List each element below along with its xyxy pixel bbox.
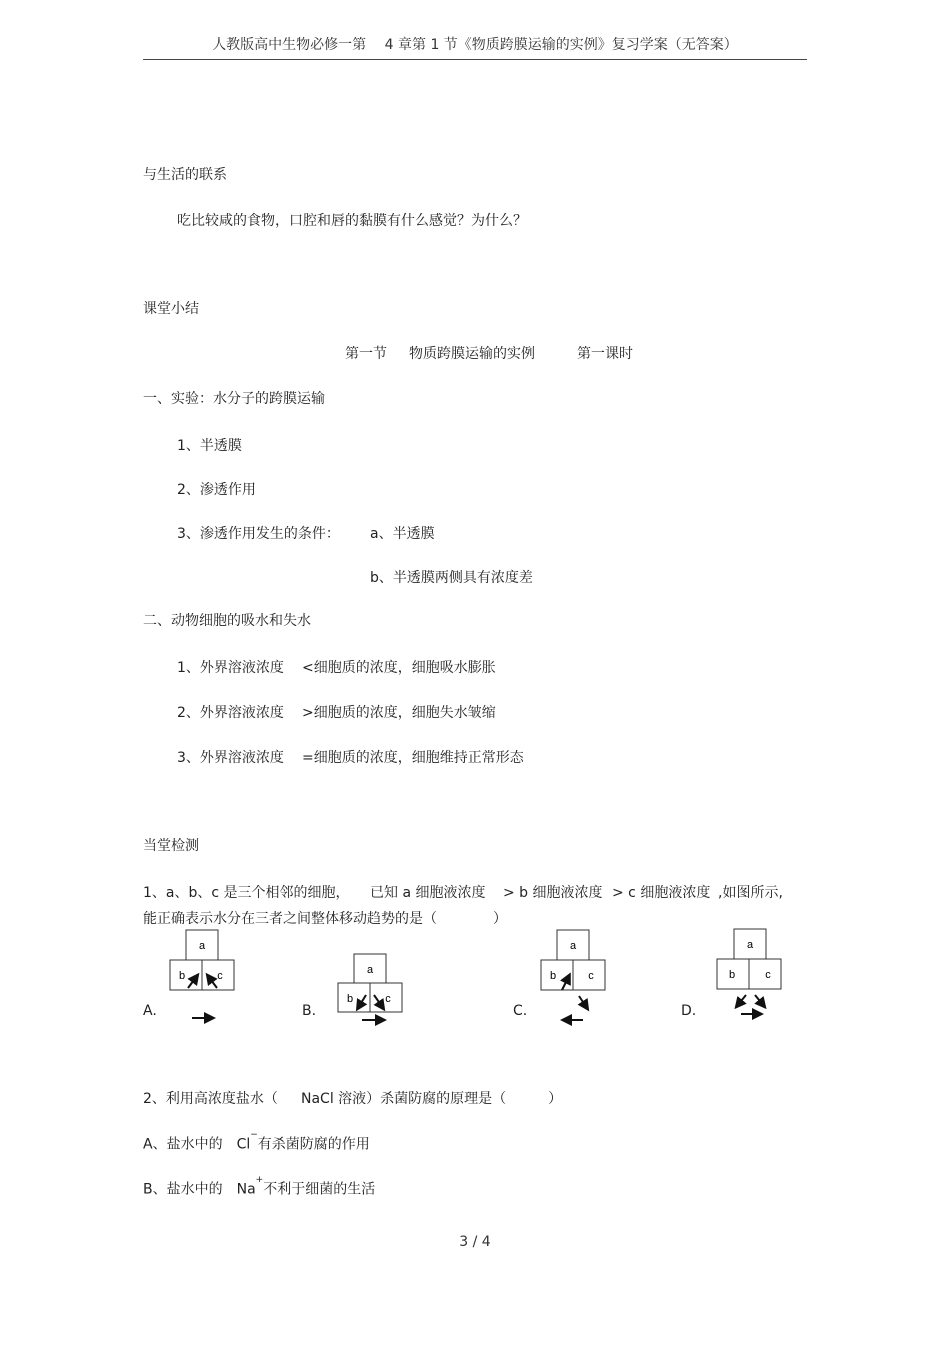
part2-heading: 二、动物细胞的吸水和失水	[143, 613, 311, 629]
summary-title-lesson: 第一课时	[577, 346, 633, 362]
q2-part2: NaCl 溶液）杀菌防腐的原理是（ ）	[301, 1091, 563, 1107]
q2-option-a-suffix: 有杀菌防腐的作用	[257, 1136, 370, 1153]
q2-option-b-prefix: B、盐水中的	[143, 1181, 223, 1198]
cell-c-label: c	[385, 993, 391, 1005]
page-number: 3 / 4	[459, 1234, 491, 1250]
cell-b	[170, 960, 202, 990]
part2-item1-b: <细胞质的浓度，细胞吸水膨胀	[302, 660, 496, 676]
cell-b	[541, 960, 573, 990]
q1-diagram-c	[531, 926, 621, 1026]
header-rule	[143, 59, 807, 60]
cell-c-label: c	[217, 970, 223, 982]
arrow-a-to-c	[579, 996, 587, 1008]
cell-a-label: a	[746, 939, 754, 951]
q2-part1: 2、利用高浓度盐水（	[143, 1091, 278, 1107]
q1-diagram-a	[160, 926, 250, 1026]
q2-option-a-ion: Cl	[236, 1136, 251, 1153]
q1-part5: ,如图所示,	[718, 885, 783, 901]
cell-a-label: a	[198, 940, 206, 952]
cell-b-label: b	[728, 969, 736, 981]
q2-option-a-charge: −	[250, 1130, 258, 1140]
q2-option-b[interactable]	[143, 1175, 376, 1198]
test-heading: 当堂检测	[143, 838, 199, 854]
cell-b-label: b	[549, 970, 557, 982]
life-question: 吃比较咸的食物，口腔和唇的黏膜有什么感觉？为什么？	[177, 213, 527, 229]
q1-option-b[interactable]: B.	[302, 1003, 317, 1019]
q1-option-c[interactable]: C.	[513, 1003, 528, 1019]
q1-part1: 1、a、b、c 是三个相邻的细胞，	[143, 885, 350, 901]
part1-heading: 一、实验：水分子的跨膜运输	[143, 391, 325, 407]
arrow-a-to-c	[755, 995, 764, 1006]
q2-option-b-suffix: 不利于细菌的生活	[263, 1181, 376, 1198]
cell-a-label: a	[569, 940, 577, 952]
part2-item2-a: 2、外界溶液浓度	[177, 705, 284, 721]
cell-c-label: c	[765, 969, 771, 981]
arrow-a-to-b	[737, 995, 746, 1006]
q1-option-d[interactable]: D.	[681, 1003, 697, 1019]
part2-item2-b: >细胞质的浓度，细胞失水皱缩	[302, 705, 496, 721]
q1-line2: 能正确表示水分在三者之间整体移动趋势的是（ ）	[143, 911, 507, 927]
q1-option-a[interactable]: A.	[143, 1003, 157, 1019]
q1-part4: > c 细胞液浓度	[612, 885, 711, 901]
q1-diagram-d	[706, 925, 796, 1025]
cell-b-label: b	[346, 993, 354, 1005]
part1-item3-a: a、半透膜	[370, 526, 435, 542]
part2-item3-a: 3、外界溶液浓度	[177, 750, 284, 766]
cell-b-label: b	[178, 970, 186, 982]
part1-item2: 2、渗透作用	[177, 482, 256, 498]
part2-item1-a: 1、外界溶液浓度	[177, 660, 284, 676]
q2-option-a[interactable]	[143, 1130, 370, 1153]
part1-item3-label: 3、渗透作用发生的条件：	[177, 526, 340, 542]
q2-option-a-prefix: A、盐水中的	[143, 1136, 223, 1153]
part1-item3-b: b、半透膜两侧具有浓度差	[370, 570, 533, 586]
running-header: 人教版高中生物必修一第 4 章第 1 节《物质跨膜运输的实例》复习学案（无答案）	[212, 37, 738, 53]
q2-option-b-ion: Na	[236, 1181, 256, 1198]
q1-diagram-b	[328, 950, 418, 1040]
life-heading: 与生活的联系	[143, 167, 227, 183]
q1-part3: > b 细胞液浓度	[503, 885, 603, 901]
part2-item3-b: =细胞质的浓度，细胞维持正常形态	[302, 750, 524, 766]
part1-item1: 1、半透膜	[177, 438, 242, 454]
summary-heading: 课堂小结	[143, 301, 199, 317]
summary-title-topic: 物质跨膜运输的实例	[409, 346, 535, 362]
q2-option-b-charge: +	[255, 1175, 264, 1185]
summary-title-section: 第一节	[345, 346, 387, 362]
cell-c-label: c	[588, 970, 594, 982]
q1-part2: 已知 a 细胞液浓度	[370, 885, 486, 901]
cell-a-label: a	[366, 964, 374, 976]
